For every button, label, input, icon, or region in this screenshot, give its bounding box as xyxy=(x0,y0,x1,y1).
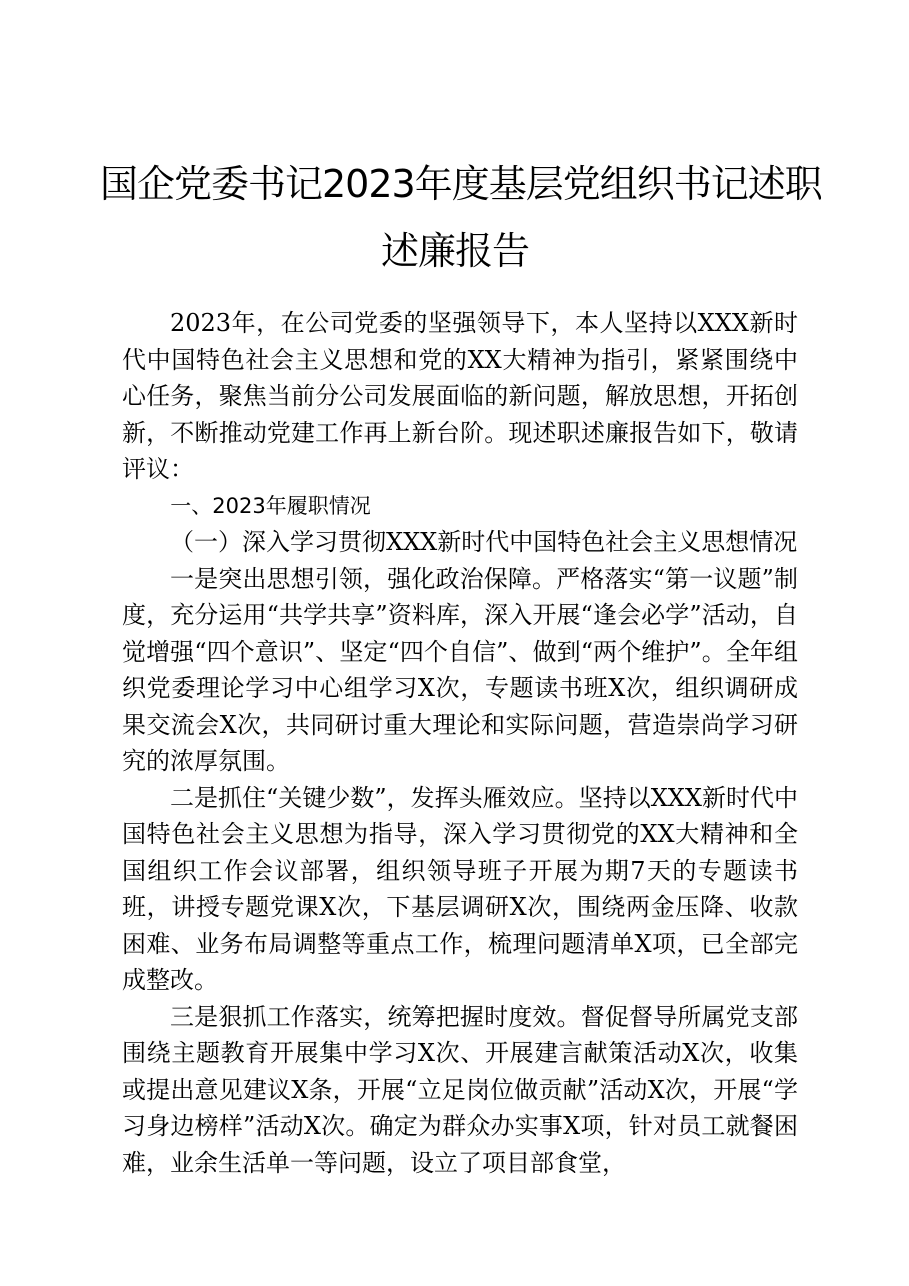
section-heading: 一、2023年履职情况 xyxy=(170,493,371,518)
intro-paragraph: 2023年，在公司党委的坚强领导下，本人坚持以XXX新时代中国特色社会主义思想和党的XX大精神为指引，紧紧围绕中心任务，聚焦当前分公司发展面临的新问题，解放思想，开拓创新，不断推动党建工作再上新台阶。现述职述廉报告如下，敬请评议： xyxy=(122,309,798,483)
body-paragraph: 二是抓住“关键少数”，发挥头雁效应。坚持以XXX新时代中国特色社会主义思想为指导，深入学习贯彻党的XX大精神和全国组织工作会议部署，组织领导班子开展为期7天的专题读书班，讲授专题党课X次，下基层调研X次，围绕两金压降、收款困难、业务布局调整等重点工作，梳理问题清单X项，已全部完成整改。 xyxy=(122,783,798,994)
body-paragraph: 一是突出思想引领，强化政治保障。严格落实“第一议题”制度，充分运用“共学共享”资料库，深入开展“逢会必学”活动，自觉增强“四个意识”、坚定“四个自信”、做到“两个维护”。全年组织党委理论学习中心组学习X次，专题读书班X次，组织调研成果交流会X次，共同研讨重大理论和实际问题，营造崇尚学习研究的浓厚氛围。 xyxy=(122,564,798,775)
document-title-line-1: 国企党委书记2023年度基层党组织书记述职 xyxy=(100,162,822,206)
document-title-line-2: 述廉报告 xyxy=(380,229,529,273)
subsection-heading: （一）深入学习贯彻XXX新时代中国特色社会主义思想情况 xyxy=(170,528,798,556)
body-paragraph: 三是狠抓工作落实，统筹把握时度效。督促督导所属党支部围绕主题教育开展集中学习X次、开展建言献策活动X次，收集或提出意见建议X条，开展“立足岗位做贡献”活动X次，开展“学习身边榜样”活动X次。确定为群众办实事X项，针对员工就餐困难，业余生活单一等问题，设立了项目部食堂， xyxy=(122,1002,798,1177)
document-body xyxy=(122,305,798,1181)
